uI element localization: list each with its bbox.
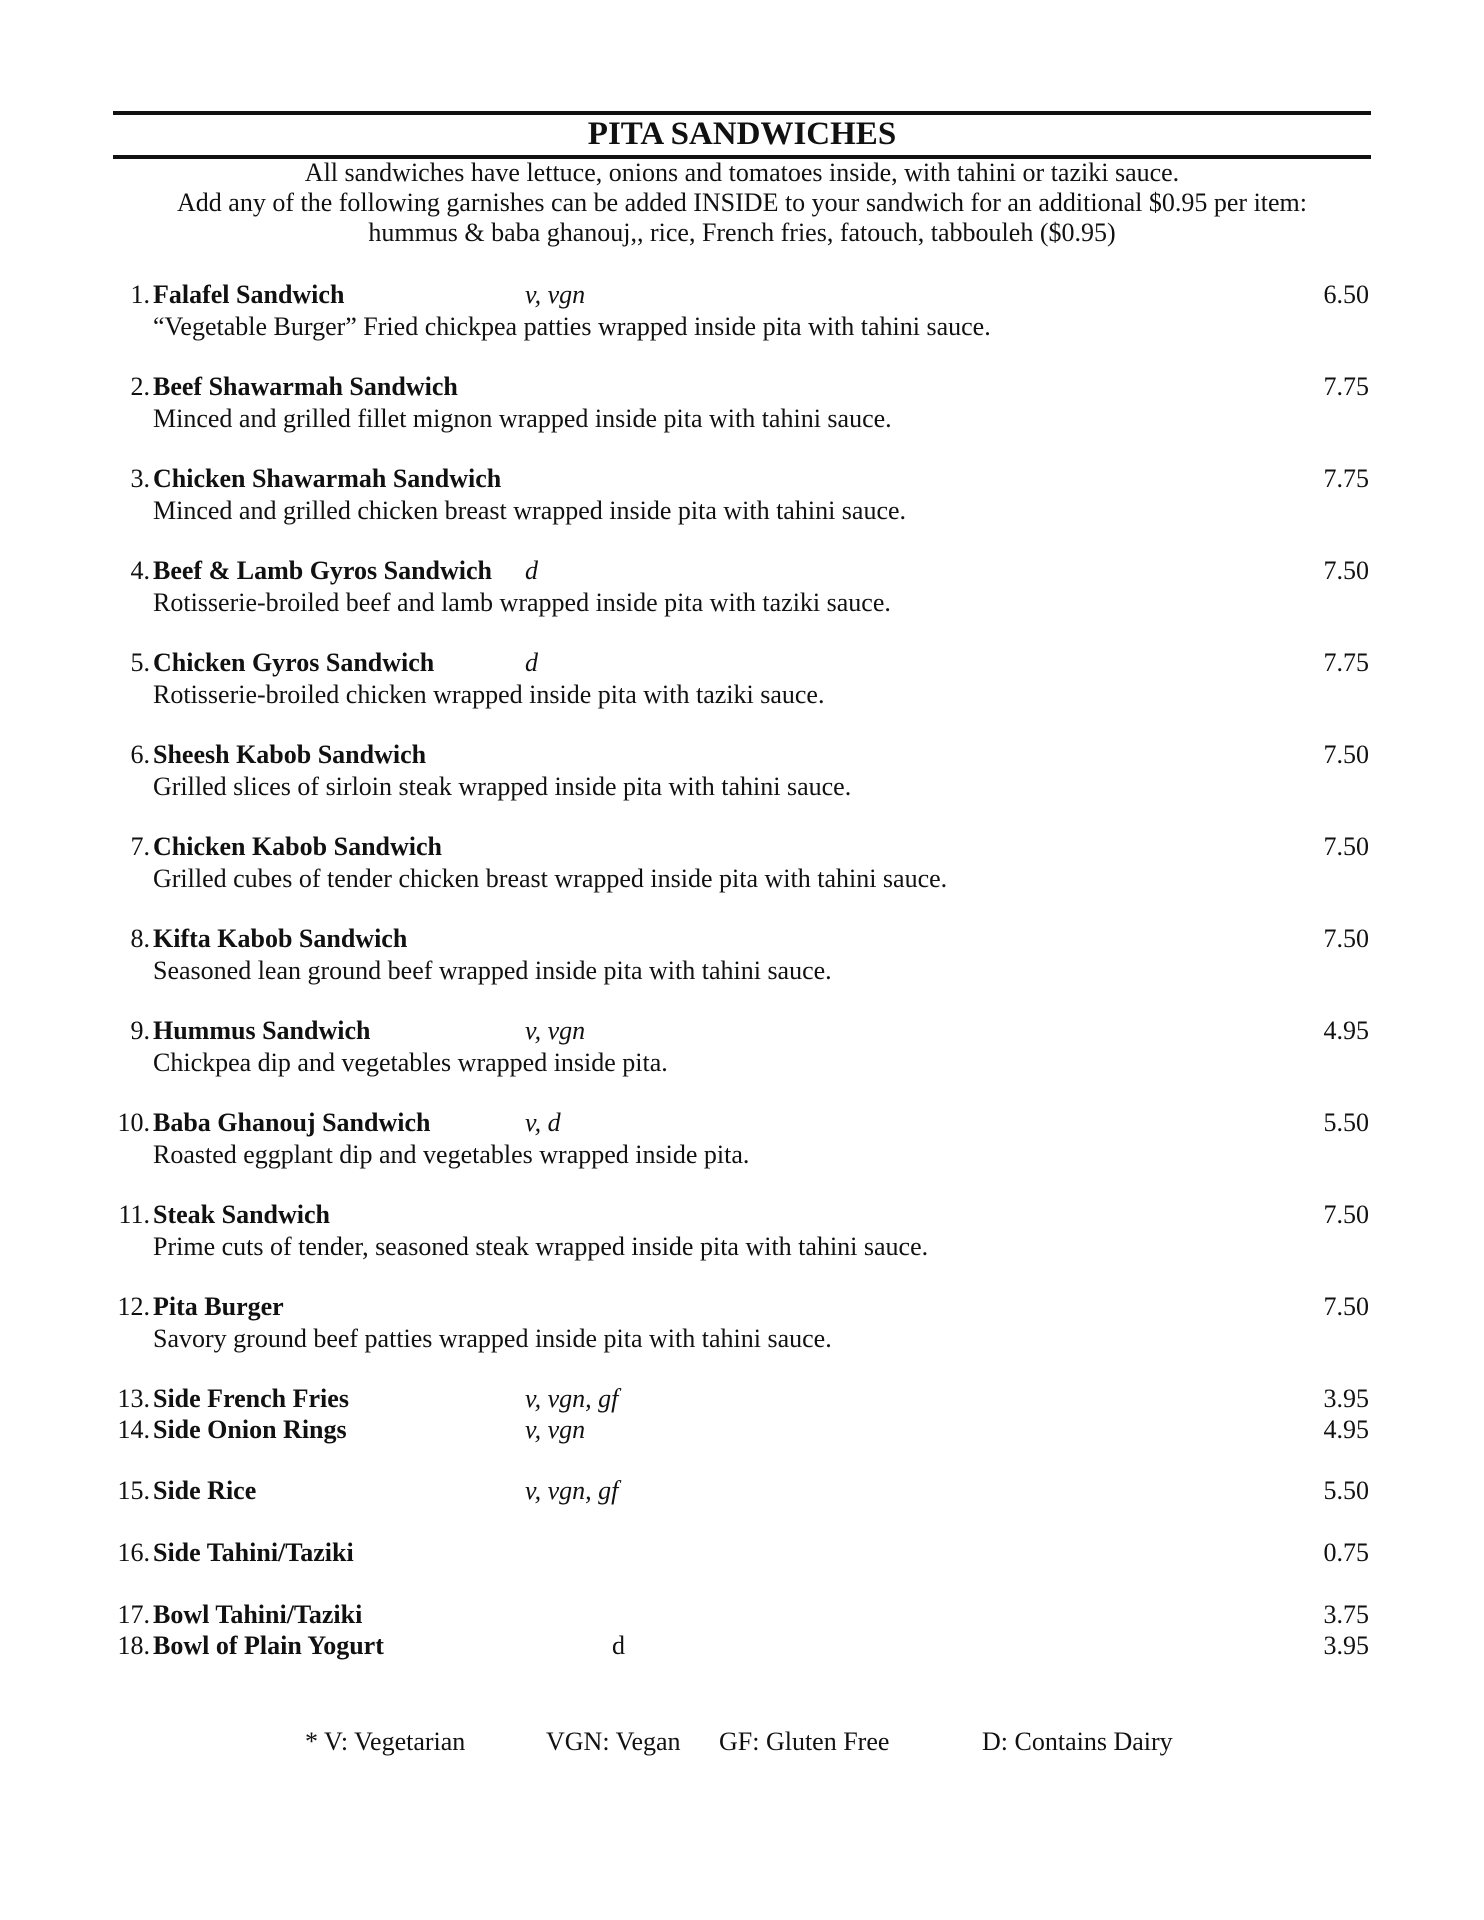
item-number: 12.	[117, 1292, 150, 1321]
item-dietary-tags: d	[612, 1631, 625, 1660]
item-number: 10.	[117, 1108, 150, 1137]
item-dietary-tags: v, vgn	[525, 1016, 586, 1045]
menu-item	[0, 1291, 1484, 1323]
item-name: Side Onion Rings	[153, 1415, 347, 1444]
item-number: 3.	[130, 464, 150, 493]
item-number: 6.	[130, 740, 150, 769]
item-number: 1.	[130, 280, 150, 309]
item-name: Chicken Shawarmah Sandwich	[153, 464, 502, 493]
item-price: 4.95	[1323, 1016, 1369, 1045]
menu-item	[0, 279, 1484, 311]
item-name: Side French Fries	[153, 1384, 349, 1413]
item-price: 7.50	[1323, 1292, 1369, 1321]
page-title: PITA SANDWICHES	[587, 116, 897, 152]
item-number: 16.	[117, 1538, 150, 1567]
item-name: Chicken Kabob Sandwich	[153, 832, 442, 861]
item-description: Prime cuts of tender, seasoned steak wrapped inside pita with tahini sauce.	[153, 1232, 929, 1261]
item-dietary-tags: d	[525, 648, 538, 677]
item-description: “Vegetable Burger” Fried chickpea patties wrapped inside pita with tahini sauce.	[153, 312, 991, 341]
intro-line-2: Add any of the following garnishes can be added INSIDE to your sandwich for an additional $0.95 per item:	[177, 188, 1307, 217]
menu-item	[0, 1199, 1484, 1231]
item-name: Side Tahini/Taziki	[153, 1538, 354, 1567]
menu-item	[0, 1537, 1484, 1569]
legend-vegetarian: * V: Vegetarian	[305, 1727, 466, 1756]
legend-vegan: VGN: Vegan	[546, 1727, 681, 1756]
item-dietary-tags: d	[525, 556, 538, 585]
item-price: 0.75	[1323, 1538, 1369, 1567]
menu-item	[0, 1475, 1484, 1507]
legend-gluten-free: GF: Gluten Free	[719, 1727, 890, 1756]
item-name: Sheesh Kabob Sandwich	[153, 740, 427, 769]
item-price: 5.50	[1323, 1476, 1369, 1505]
item-description: Grilled cubes of tender chicken breast wrapped inside pita with tahini sauce.	[153, 864, 948, 893]
menu-item	[0, 555, 1484, 587]
item-name: Pita Burger	[153, 1292, 284, 1321]
menu-item	[0, 923, 1484, 955]
item-description: Rotisserie-broiled chicken wrapped inside pita with taziki sauce.	[153, 680, 825, 709]
menu-item	[0, 1015, 1484, 1047]
item-name: Steak Sandwich	[153, 1200, 330, 1229]
menu-item	[0, 1599, 1484, 1631]
item-number: 5.	[130, 648, 150, 677]
item-dietary-tags: v, vgn, gf	[525, 1476, 619, 1505]
item-price: 6.50	[1323, 280, 1369, 309]
item-price: 4.95	[1323, 1415, 1369, 1444]
item-price: 7.75	[1323, 648, 1369, 677]
item-description: Roasted eggplant dip and vegetables wrapped inside pita.	[153, 1140, 750, 1169]
item-name: Side Rice	[153, 1476, 257, 1505]
dietary-legend	[0, 1726, 1484, 1758]
item-price: 7.75	[1323, 464, 1369, 493]
item-name: Baba Ghanouj Sandwich	[153, 1108, 431, 1137]
menu-item	[0, 1414, 1484, 1446]
item-price: 5.50	[1323, 1108, 1369, 1137]
item-name: Hummus Sandwich	[153, 1016, 371, 1045]
item-price: 7.50	[1323, 740, 1369, 769]
menu-item	[0, 739, 1484, 771]
item-dietary-tags: v, vgn	[525, 280, 586, 309]
intro-line-3: hummus & baba ghanouj,, rice, French fries, fatouch, tabbouleh ($0.95)	[368, 218, 1116, 247]
item-name: Beef & Lamb Gyros Sandwich	[153, 556, 492, 585]
item-name: Chicken Gyros Sandwich	[153, 648, 435, 677]
item-number: 17.	[117, 1600, 150, 1629]
item-number: 13.	[117, 1384, 150, 1413]
item-price: 7.50	[1323, 1200, 1369, 1229]
menu-item	[0, 1383, 1484, 1415]
item-price: 7.50	[1323, 924, 1369, 953]
legend-dairy: D: Contains Dairy	[982, 1727, 1173, 1756]
item-description: Minced and grilled chicken breast wrapped inside pita with tahini sauce.	[153, 496, 907, 525]
menu-item	[0, 647, 1484, 679]
intro-line-1: All sandwiches have lettuce, onions and tomatoes inside, with tahini or taziki sauce.	[304, 158, 1180, 187]
item-price: 3.75	[1323, 1600, 1369, 1629]
menu-item	[0, 831, 1484, 863]
item-price: 3.95	[1323, 1631, 1369, 1660]
item-name: Falafel Sandwich	[153, 280, 345, 309]
menu-item	[0, 463, 1484, 495]
menu-item	[0, 1107, 1484, 1139]
item-price: 7.75	[1323, 372, 1369, 401]
item-dietary-tags: v, vgn, gf	[525, 1384, 619, 1413]
item-description: Grilled slices of sirloin steak wrapped inside pita with tahini sauce.	[153, 772, 852, 801]
item-number: 2.	[130, 372, 150, 401]
item-description: Savory ground beef patties wrapped inside pita with tahini sauce.	[153, 1324, 832, 1353]
item-price: 7.50	[1323, 832, 1369, 861]
item-number: 15.	[117, 1476, 150, 1505]
item-number: 14.	[117, 1415, 150, 1444]
intro-note	[0, 158, 1484, 248]
item-number: 4.	[130, 556, 150, 585]
item-number: 7.	[130, 832, 150, 861]
item-description: Minced and grilled fillet mignon wrapped inside pita with tahini sauce.	[153, 404, 892, 433]
item-price: 3.95	[1323, 1384, 1369, 1413]
item-description: Chickpea dip and vegetables wrapped inside pita.	[153, 1048, 668, 1077]
item-name: Bowl Tahini/Taziki	[153, 1600, 363, 1629]
menu-item	[0, 1630, 1484, 1662]
item-description: Rotisserie-broiled beef and lamb wrapped inside pita with taziki sauce.	[153, 588, 891, 617]
item-name: Kifta Kabob Sandwich	[153, 924, 408, 953]
item-dietary-tags: v, d	[525, 1108, 561, 1137]
item-number: 18.	[117, 1631, 150, 1660]
menu-item	[0, 371, 1484, 403]
item-name: Beef Shawarmah Sandwich	[153, 372, 458, 401]
item-price: 7.50	[1323, 556, 1369, 585]
item-number: 11.	[118, 1200, 150, 1229]
item-dietary-tags: v, vgn	[525, 1415, 586, 1444]
item-description: Seasoned lean ground beef wrapped inside pita with tahini sauce.	[153, 956, 832, 985]
item-number: 9.	[130, 1016, 150, 1045]
item-number: 8.	[130, 924, 150, 953]
item-name: Bowl of Plain Yogurt	[153, 1631, 384, 1660]
